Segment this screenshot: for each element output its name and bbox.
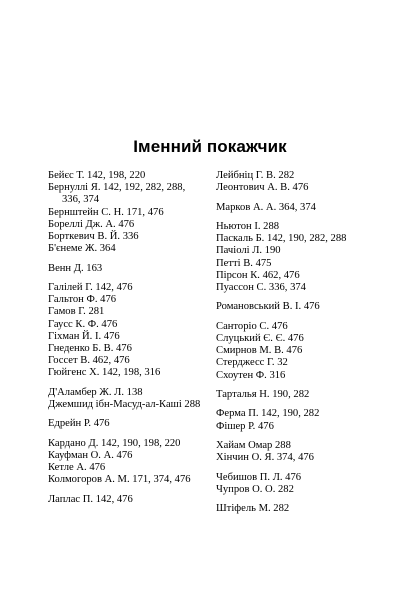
index-entry: Джемшид ібн-Масуд-ал-Каші 288 <box>48 399 201 411</box>
index-entry: Гіхман Й. І. 476 <box>48 330 120 342</box>
index-entry: Госсет В. 462, 476 <box>48 355 130 367</box>
index-entry: Лаплас П. 142, 476 <box>48 493 133 505</box>
index-letter-group <box>216 389 396 401</box>
index-entry: Бореллі Дж. А. 476 <box>48 218 135 230</box>
index-letter-group <box>48 494 228 506</box>
index-entry: Бернуллі Я. 142, 192, 282, 288, <box>48 182 186 194</box>
index-entry: Тарталья Н. 190, 282 <box>216 388 310 400</box>
index-entry: Ньютон І. 288 <box>216 220 280 232</box>
index-letter-group <box>216 221 396 294</box>
index-letter-group <box>48 387 228 411</box>
index-entry: Паскаль Б. 142, 190, 282, 288 <box>216 233 347 245</box>
index-entry: Едрейн Р. 476 <box>48 418 110 430</box>
index-column-left <box>48 170 228 513</box>
index-letter-group <box>48 418 228 430</box>
index-entry: Романовський В. І. 476 <box>216 301 320 313</box>
index-letter-group <box>216 408 396 432</box>
index-entry: Гальтон Ф. 476 <box>48 294 117 306</box>
index-entry: Марков А. А. 364, 374 <box>216 201 316 213</box>
index-entry: Кетле А. 476 <box>48 462 106 474</box>
index-entry: Чебишов П. Л. 476 <box>216 471 302 483</box>
index-entry: Петті В. 475 <box>216 257 272 269</box>
index-entry: Пірсон К. 462, 476 <box>216 269 300 281</box>
index-entry: Стерджесс Г. 32 <box>216 357 288 369</box>
index-letter-group <box>216 321 396 382</box>
index-letter-group <box>216 170 396 194</box>
index-entry: Лейбніц Г. В. 282 <box>216 170 295 181</box>
index-entry: Леонтович А. В. 476 <box>216 182 309 194</box>
index-entry: Борткевич В. Й. 336 <box>48 231 139 243</box>
index-entry: 336, 374 <box>62 194 100 206</box>
page-title: Іменний покажчик <box>133 137 287 156</box>
index-entry: Схоутен Ф. 316 <box>216 369 286 381</box>
index-letter-group <box>216 472 396 496</box>
index-entry: Кауфман О. А. 476 <box>48 450 133 461</box>
index-letter-group <box>48 263 228 275</box>
index-entry: Смирнов М. В. 476 <box>216 345 303 357</box>
index-letter-group <box>216 503 396 515</box>
index-entry: Чупров О. О. 282 <box>216 483 294 495</box>
index-letter-group <box>48 282 228 380</box>
index-entry: Хайам Омар 288 <box>216 439 291 451</box>
index-entry: Ферма П. 142, 190, 282 <box>216 408 320 420</box>
index-entry: Штіфель М. 282 <box>216 503 290 515</box>
index-entry: Хінчин О. Я. 374, 476 <box>216 452 314 464</box>
index-entry: Д'Аламбер Ж. Л. 138 <box>48 386 143 398</box>
index-letter-group <box>216 301 396 313</box>
index-entry: Кардано Д. 142, 190, 198, 220 <box>48 437 181 449</box>
index-entry: Гнеденко Б. В. 476 <box>48 343 132 355</box>
index-entry: Гамов Г. 281 <box>48 306 105 318</box>
index-entry: Галілей Г. 142, 476 <box>48 282 133 293</box>
index-letter-group <box>48 438 228 487</box>
index-entry: Гюйгенс Х. 142, 198, 316 <box>48 367 161 379</box>
index-entry: Пачіолі Л. 190 <box>216 245 281 257</box>
index-entry: Венн Д. 163 <box>48 262 103 274</box>
index-column-right <box>216 170 396 523</box>
index-letter-group <box>216 202 396 214</box>
index-entry: Фішер Р. 476 <box>216 420 274 432</box>
index-entry: Б'єнеме Ж. 364 <box>48 243 116 255</box>
index-entry: Колмогоров А. М. 171, 374, 476 <box>48 474 191 486</box>
index-entry: Санторіо С. 476 <box>216 320 288 332</box>
index-entry: Бернштейн С. Н. 171, 476 <box>48 206 164 218</box>
index-entry: Слуцький Є. Є. 476 <box>216 332 304 344</box>
index-letter-group <box>48 170 228 255</box>
index-entry: Пуассон С. 336, 374 <box>216 282 306 293</box>
index-entry: Бейєс Т. 142, 198, 220 <box>48 170 146 181</box>
index-entry: Гаусс К. Ф. 476 <box>48 318 118 330</box>
index-letter-group <box>216 440 396 464</box>
